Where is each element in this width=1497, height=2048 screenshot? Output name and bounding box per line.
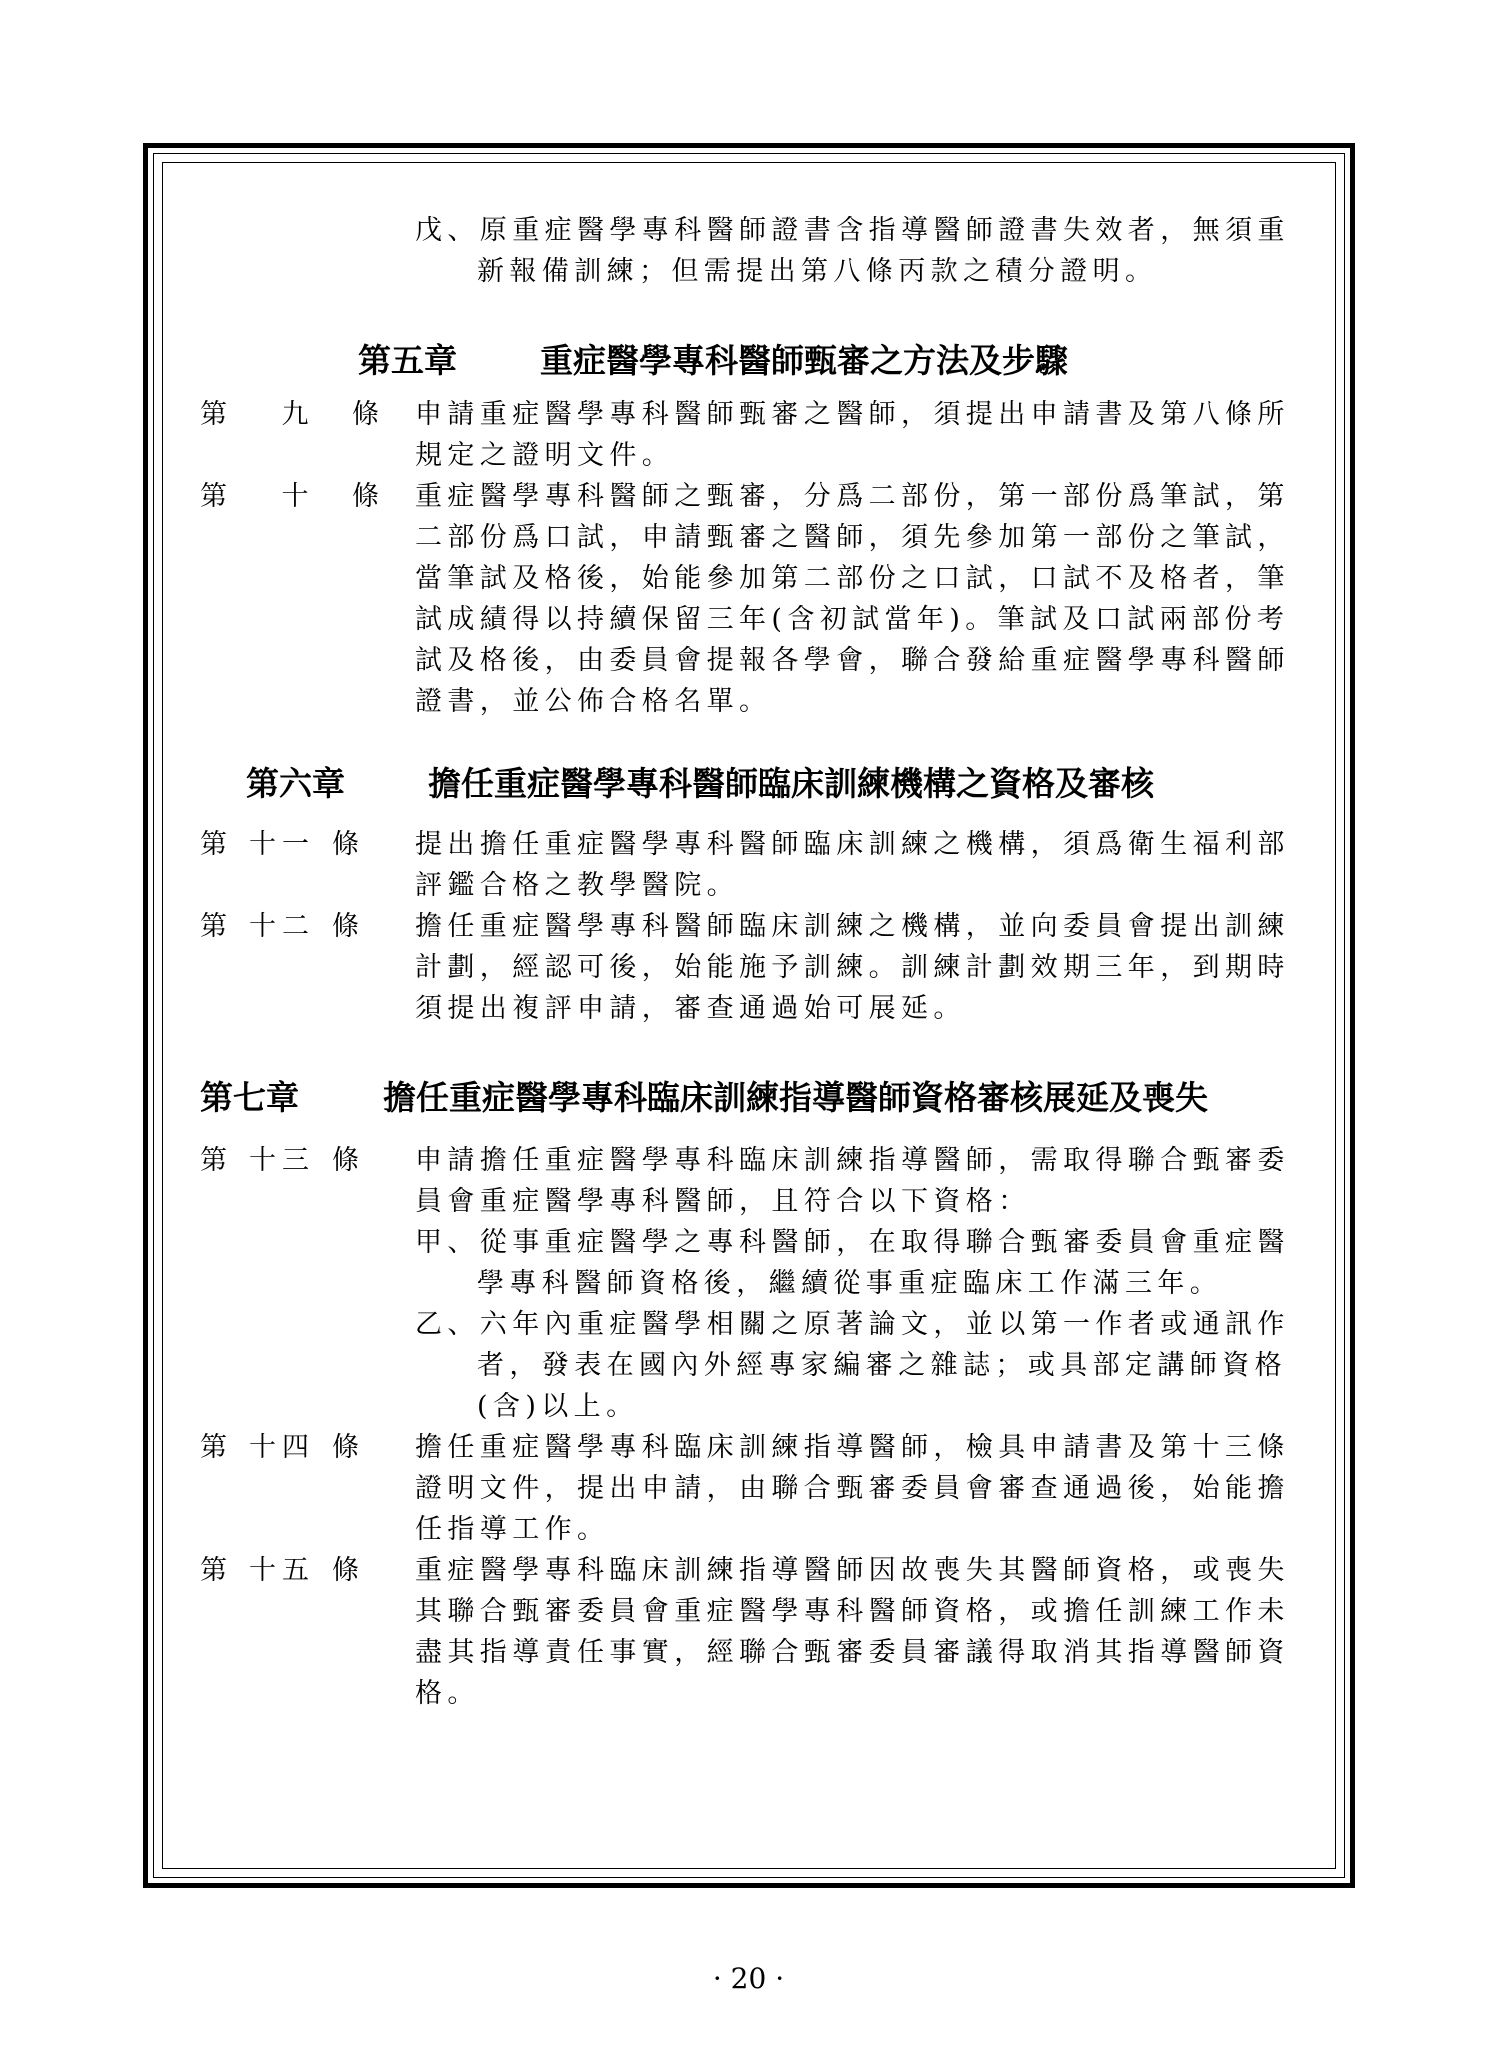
text-line: 試及格後，由委員會提報各學會，聯合發給重症醫學專科醫師 <box>415 645 1290 676</box>
text-line: 提出擔任重症醫學專科醫師臨床訓練之機構，須爲衛生福利部 <box>415 829 1290 860</box>
text-line: 申請擔任重症醫學專科臨床訓練指導醫師，需取得聯合甄審委 <box>415 1145 1290 1176</box>
page-number: · 20 · <box>712 1962 785 1995</box>
text-line: 新報備訓練；但需提出第八條丙款之積分證明。 <box>477 256 1158 287</box>
text-line: 須提出複評申請，審查通過始可展延。 <box>415 993 966 1024</box>
text-line: 格。 <box>415 1678 480 1709</box>
text-line: 者，發表在國內外經專家編審之雜誌；或具部定講師資格 <box>477 1350 1287 1381</box>
article-label: 第 十四 條 <box>200 1432 359 1463</box>
chapter-title: 擔任重症醫學專科臨床訓練指導醫師資格審核展延及喪失 <box>383 1078 1208 1117</box>
text-line: 申請重症醫學專科醫師甄審之醫師，須提出申請書及第八條所 <box>415 399 1290 430</box>
article-13 <box>200 1140 1300 1427</box>
chapter-7-heading <box>200 1076 1300 1120</box>
article-11 <box>200 824 1300 906</box>
article-15 <box>200 1550 1300 1714</box>
article-label: 第 十一 條 <box>200 829 359 860</box>
article-label: 第 九 條 <box>200 399 379 430</box>
text-line: 甲、從事重症醫學之專科醫師，在取得聯合甄審委員會重症醫 <box>415 1227 1290 1258</box>
article-label: 第 十三 條 <box>200 1145 359 1176</box>
chapter-title: 擔任重症醫學專科醫師臨床訓練機構之資格及審核 <box>428 764 1154 803</box>
text-line: 當筆試及格後，始能參加第二部份之口試，口試不及格者，筆 <box>415 563 1290 594</box>
article-label: 第 十五 條 <box>200 1555 359 1586</box>
article-label: 第 十二 條 <box>200 911 359 942</box>
text-line: 盡其指導責任事實，經聯合甄審委員審議得取消其指導醫師資 <box>415 1637 1290 1668</box>
chapter-title: 重症醫學專科醫師甄審之方法及步驟 <box>540 341 1068 380</box>
text-line: 評鑑合格之教學醫院。 <box>415 870 739 901</box>
text-line: 擔任重症醫學專科臨床訓練指導醫師，檢具申請書及第十三條 <box>415 1432 1290 1463</box>
chapter-6-heading <box>200 762 1300 806</box>
chapter-number: 第五章 <box>358 341 457 380</box>
list-item <box>415 1222 1300 1304</box>
text-line: 二部份爲口試，申請甄審之醫師，須先參加第一部份之筆試， <box>415 522 1290 553</box>
text-line: 試成績得以持續保留三年(含初試當年)。筆試及口試兩部份考 <box>415 604 1290 635</box>
chapter-5-heading <box>200 339 1300 383</box>
intro-item-wu <box>415 210 1300 292</box>
text-line: 證明文件，提出申請，由聯合甄審委員會審查通過後，始能擔 <box>415 1473 1290 1504</box>
text-line: 重症醫學專科臨床訓練指導醫師因故喪失其醫師資格，或喪失 <box>415 1555 1290 1586</box>
text-line: 學專科醫師資格後，繼續從事重症臨床工作滿三年。 <box>477 1268 1223 1299</box>
text-line: 規定之證明文件。 <box>415 440 675 471</box>
article-10 <box>200 476 1300 722</box>
text-line: 其聯合甄審委員會重症醫學專科醫師資格，或擔任訓練工作未 <box>415 1596 1290 1627</box>
text-line: 重症醫學專科醫師之甄審，分爲二部份，第一部份爲筆試，第 <box>415 481 1290 512</box>
text-line: 證書，並公佈合格名單。 <box>415 686 772 717</box>
text-line: 員會重症醫學專科醫師，且符合以下資格： <box>415 1186 1031 1217</box>
article-label: 第 十 條 <box>200 481 379 512</box>
chapter-number: 第六章 <box>246 764 345 803</box>
chapter-number: 第七章 <box>200 1078 299 1117</box>
text-line: (含)以上。 <box>477 1391 639 1422</box>
article-12 <box>200 906 1300 1029</box>
text-line: 擔任重症醫學專科醫師臨床訓練之機構，並向委員會提出訓練 <box>415 911 1290 942</box>
article-9 <box>200 394 1300 476</box>
text-line: 任指導工作。 <box>415 1514 610 1545</box>
list-item <box>415 1304 1300 1427</box>
text-line: 乙、六年內重症醫學相關之原著論文，並以第一作者或通訊作 <box>415 1309 1290 1340</box>
article-14 <box>200 1427 1300 1550</box>
text-line: 戊、原重症醫學專科醫師證書含指導醫師證書失效者，無須重 <box>415 215 1290 246</box>
text-line: 計劃，經認可後，始能施予訓練。訓練計劃效期三年，到期時 <box>415 952 1290 983</box>
document-body <box>200 210 1300 1714</box>
